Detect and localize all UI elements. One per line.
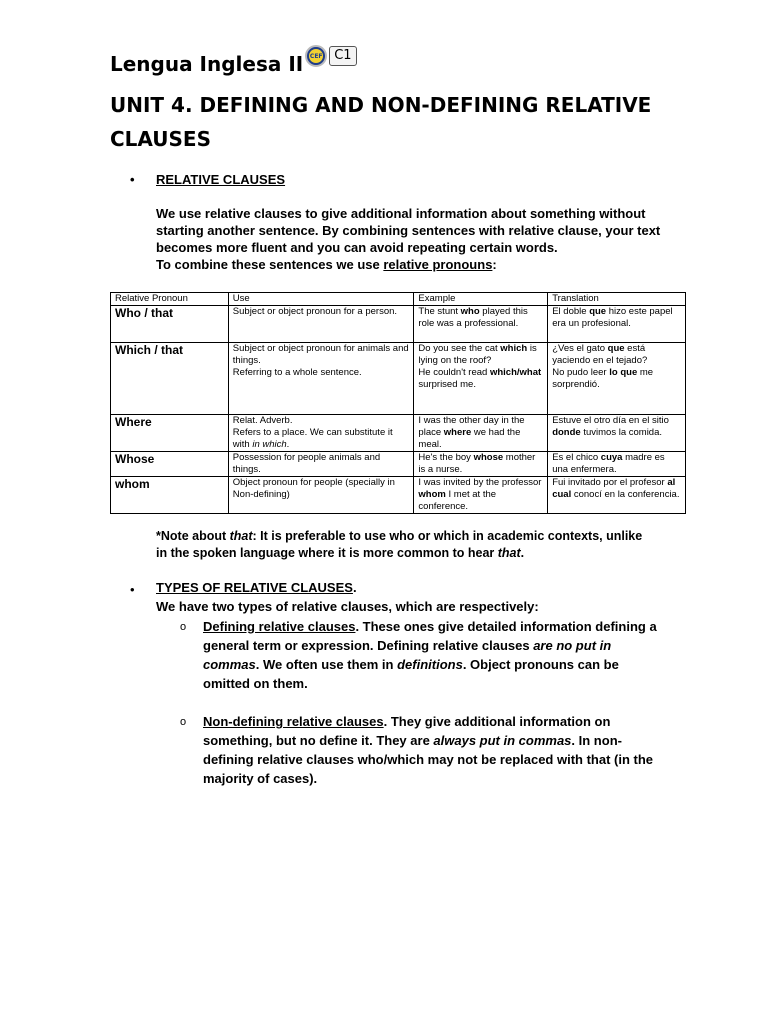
table-row <box>111 343 686 415</box>
relative-pronouns-link: relative pronouns <box>383 257 493 272</box>
table-row <box>111 306 686 343</box>
column-header: Relative Pronoun <box>111 293 229 306</box>
badge-level-label: C1 <box>329 46 356 66</box>
translation-cell: ¿Ves el gato que está yaciendo en el tejado? No pudo leer lo que me sorprendió. <box>548 343 686 415</box>
bullet-icon: • <box>130 172 135 187</box>
section-heading-relative-clauses: RELATIVE CLAUSES <box>156 172 286 187</box>
eu-stars-icon <box>305 45 327 67</box>
note-paragraph: *Note about that: It is preferable to use who or which in academic contexts, unlike in the spoken language where it is more common to hear that. <box>156 529 643 560</box>
table-row <box>111 415 686 452</box>
defining-clauses-item: Defining relative clauses. These ones give detailed information defining a general term or expression. Defining relative clauses are no put in commas. We often use them in definitions. Object pronouns can be omitted on them. <box>203 619 657 691</box>
document-header <box>110 48 357 76</box>
use-cell: Relat. Adverb. Refers to a place. We can substitute it with in which. <box>228 415 414 452</box>
section-heading-types: TYPES OF RELATIVE CLAUSES. <box>156 580 357 595</box>
intro-paragraph <box>156 205 676 273</box>
cef-level-badge <box>305 45 356 67</box>
non-defining-clauses-item: Non-defining relative clauses. They give additional information on something, but no define it. They are always put in commas. In non-defining relative clauses who/which may not be replaced with that (in the majority of cases). <box>203 714 654 786</box>
pronoun-cell: Who / that <box>111 306 229 343</box>
translation-cell: Es el chico cuya madre es una enfermera. <box>548 452 686 477</box>
table-row <box>111 477 686 514</box>
badge-cef-label: CEF <box>309 49 323 63</box>
table-header-row <box>111 293 686 306</box>
pronoun-cell: Where <box>111 415 229 452</box>
table-row <box>111 452 686 477</box>
use-cell: Object pronoun for people (specially in Non-defining) <box>228 477 414 514</box>
types-intro-text: We have two types of relative clauses, which are respectively: <box>156 599 539 614</box>
pronoun-cell: whom <box>111 477 229 514</box>
intro-text: We use relative clauses to give additional information about something without starting another sentence. By combining sentences with relative clause, your text becomes more fluent and you can avoid repeating certain words. <box>156 206 661 255</box>
translation-cell: Estuve el otro día en el sitio donde tuvimos la comida. <box>548 415 686 452</box>
relative-pronouns-table <box>110 292 686 514</box>
sub-bullet-icon: o <box>180 716 187 728</box>
use-cell: Subject or object pronoun for animals and things. Referring to a whole sentence. <box>228 343 414 415</box>
translation-cell: El doble que hizo este papel era un profesional. <box>548 306 686 343</box>
example-cell: Do you see the cat which is lying on the roof? He couldn't read which/what surprised me. <box>414 343 548 415</box>
sub-bullet-icon: o <box>180 621 187 633</box>
use-cell: Subject or object pronoun for a person. <box>228 306 414 343</box>
column-header: Use <box>228 293 414 306</box>
use-cell: Possession for people animals and things. <box>228 452 414 477</box>
combine-prefix: To combine these sentences we use <box>156 257 384 272</box>
pronoun-cell: Which / that <box>111 343 229 415</box>
example-cell: He's the boy whose mother is a nurse. <box>414 452 548 477</box>
translation-cell: Fui invitado por el profesor al cual conocí en la conferencia. <box>548 477 686 514</box>
column-header: Translation <box>548 293 686 306</box>
course-title: Lengua Inglesa II <box>110 52 304 76</box>
example-cell: I was the other day in the place where we had the meal. <box>414 415 548 452</box>
example-cell: I was invited by the professor whom I met at the conference. <box>414 477 548 514</box>
combine-suffix: : <box>492 257 497 272</box>
unit-title: UNIT 4. DEFINING AND NON-DEFINING RELATIVE CLAUSES <box>110 93 652 151</box>
example-cell: The stunt who played this role was a professional. <box>414 306 548 343</box>
pronoun-cell: Whose <box>111 452 229 477</box>
bullet-icon: • <box>130 582 135 597</box>
column-header: Example <box>414 293 548 306</box>
